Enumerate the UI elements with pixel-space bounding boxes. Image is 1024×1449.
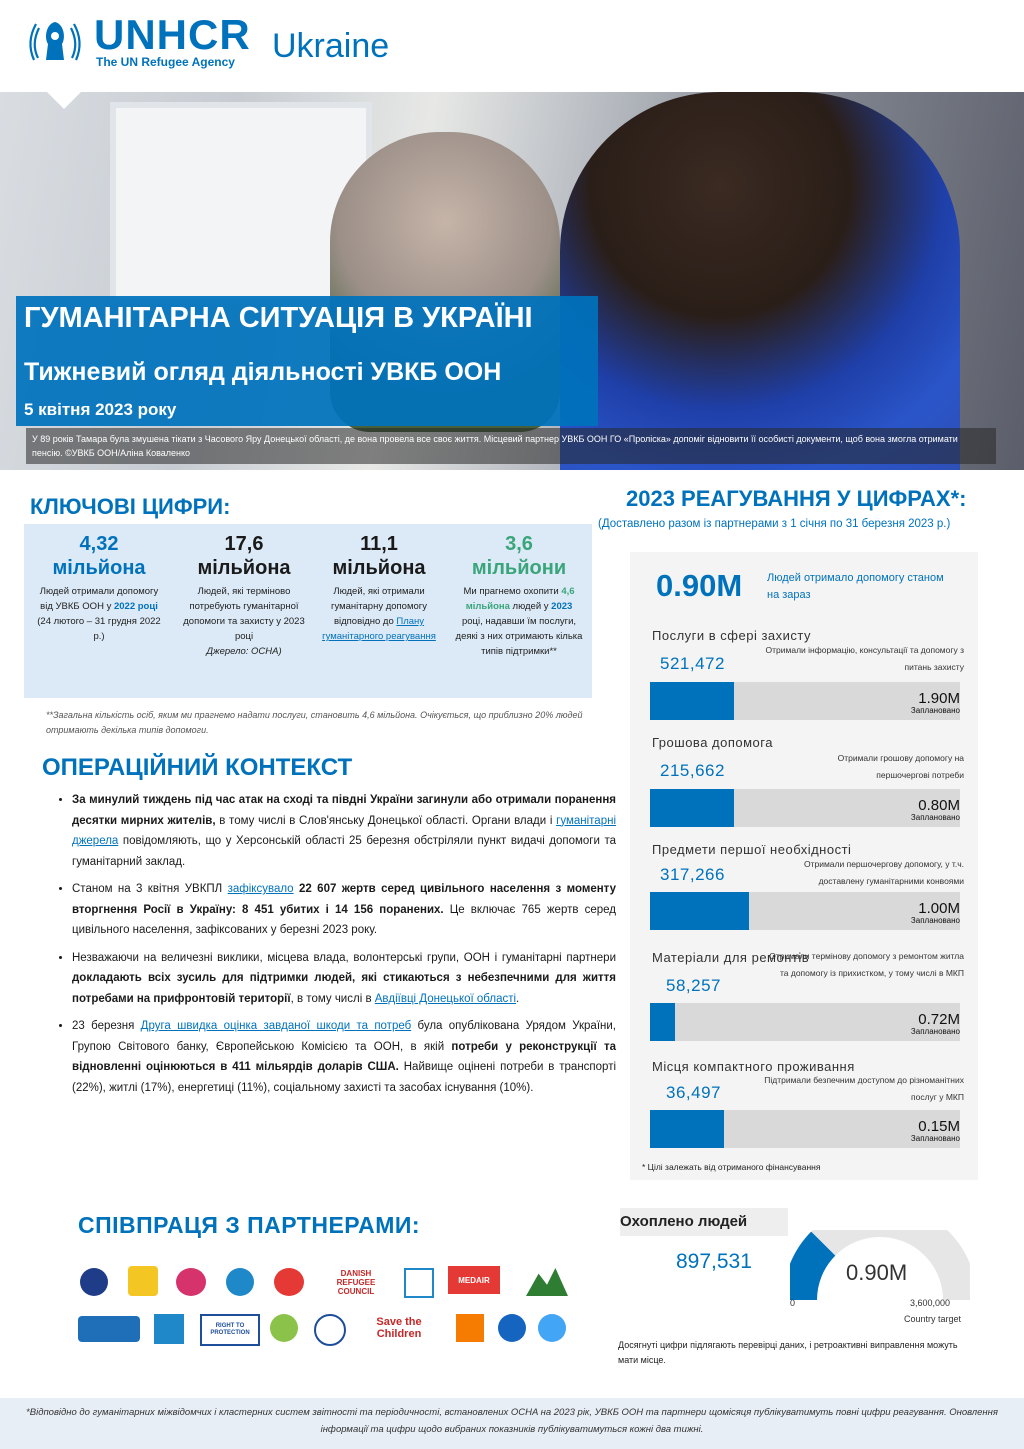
category-planned-label: Заплановано (910, 916, 960, 925)
partner-logo-7 (526, 1268, 568, 1296)
list-item: • 23 березня Друга швидка оцінка завданої шкоди та потреб була опублікована Урядом України, Групою Світового банку, Європейською Комісією та ООН, в якій потреби у реконструкції та відновленні оцінюються в 411 мільярдів доларів США. Найвище оцінені потреби в транспорті (22%), житлі (17%), енергетиці (11%), соціальному захисті та засобах існування (10%). (72, 1016, 616, 1098)
category-planned-label: Заплановано (910, 1027, 960, 1036)
category-target: 0.15M (918, 1118, 960, 1135)
category-desc: Отримали першочергову допомогу, у т.ч. доставлену гуманітарними конвоями (803, 859, 964, 886)
key-figure-unit: мільйона (52, 557, 146, 579)
partner-logo-10 (270, 1314, 298, 1342)
category-desc: Отримали грошову допомогу на першочергові потреби (837, 753, 964, 780)
context-list (38, 790, 616, 1105)
category-bar (650, 789, 960, 827)
org-name: UNHCR (94, 11, 251, 58)
page-title: ГУМАНІТАРНА СИТУАЦІЯ В УКРАЇНІ (24, 302, 533, 334)
category-planned-label: Заплановано (910, 1134, 960, 1143)
key-figure-4 (454, 532, 584, 659)
gauge-max: 3,600,000 (910, 1298, 951, 1308)
photo-aid-worker (560, 92, 960, 470)
reach-note: Досягнуті цифри підлягають перевірці даних, і ретроактивні виправлення можуть мати місце. (618, 1340, 958, 1365)
key-figure-desc: Людей, які терміново потребують гуманітарної допомоги та захисту у 2023 році Джерело: OCHA) (183, 586, 305, 657)
category-target: 0.80M (918, 797, 960, 814)
key-figures-footnote: **Загальна кількість осіб, яким ми прагнемо надати послуги, становить 4,6 мільйона. Очікується, що приблизно 20% людей отримають декілька типів допомоги. (46, 710, 583, 735)
key-figure-value: 17,6 (224, 533, 264, 555)
org-tagline: The UN Refugee Agency (96, 55, 235, 69)
key-figure-desc: Людей, які отримали гуманітарну допомогу відповідно до Плану гуманітарного реагування (322, 586, 436, 642)
partner-logo-14 (538, 1314, 566, 1342)
humanitarian-sources-link[interactable]: гуманітарні джерела (72, 814, 616, 847)
page-subtitle: Тижневий огляд діяльності УВКБ ООН (24, 358, 502, 386)
key-figures-panel (24, 524, 592, 698)
category-title: Місця компактного проживання (652, 1059, 855, 1074)
key-figure-desc: Людей отримали допомогу від УВКБ ООН у 2022 році (24 лютого – 31 грудня 2022 р.) (37, 586, 161, 642)
response-title: 2023 РЕАГУВАННЯ У ЦИФРАХ*: (626, 486, 967, 511)
partner-logo-8 (78, 1316, 140, 1342)
partner-logo-13 (498, 1314, 526, 1342)
category-planned-label: Заплановано (910, 706, 960, 715)
partner-logo-6 (404, 1268, 434, 1298)
partner-logo-11 (314, 1314, 346, 1346)
category-target: 1.00M (918, 900, 960, 917)
category-value: 521,472 (660, 654, 725, 673)
partner-logo-drc: DANISH REFUGEE COUNCIL (336, 1268, 376, 1296)
key-figures-title: КЛЮЧОВІ ЦИФРИ: (30, 494, 231, 519)
category-title: Матеріали для ремонтів (652, 950, 810, 965)
category-desc: Підтримали безпечним доступом до різноманітних послуг у МКП (764, 1075, 964, 1102)
partner-logo-4 (226, 1268, 254, 1296)
avdiivka-link[interactable]: Авдіївці Донецької області (374, 992, 517, 1005)
category-bar-fill (650, 1003, 675, 1041)
category-value: 215,662 (660, 761, 725, 780)
category-planned-label: Заплановано (910, 813, 960, 822)
category-desc: Отримали термінову допомогу з ремонтом житла та допомогу із прихистком, у тому числі в МКП (769, 951, 964, 978)
reach-title: Охоплено людей (620, 1208, 788, 1236)
hero-notch (46, 92, 82, 109)
key-figure-unit: мільйона (197, 557, 291, 579)
list-item: • За минулий тиждень під час атак на сході та півдні України загинули або отримали поранення десятки мирних жителів, в тому числі в Слов'янську Донецької області. Органи влади і гуманітарні джерела повідомляють, що у Херсонській області 25 березня обстріляли пункт видачі допомоги та гуманітарний заклад. (72, 790, 616, 872)
category-target: 1.90M (918, 690, 960, 707)
gauge-fill (800, 1244, 823, 1300)
key-figure-3 (314, 532, 444, 644)
partner-logo-5 (274, 1268, 304, 1296)
reach-value: 897,531 (676, 1250, 752, 1273)
key-figure-value: 11,1 (360, 533, 398, 555)
category-target: 0.72M (918, 1011, 960, 1028)
total-reached-value: 0.90M (656, 568, 743, 603)
category-value: 36,497 (666, 1083, 721, 1102)
photo-caption: У 89 років Тамара була змушена тікати з Часового Яру Донецької області, де вона провела все своє життя. Місцевий партнер УВКБ ООН ГО «Проліска» допоміг відновити її особисті документи, щоб вона змогла отримати пенсію. ©УВКБ ООН/Аліна Коваленко (26, 428, 996, 464)
category-bar (650, 682, 960, 720)
key-figure-2 (179, 532, 309, 659)
partners-title: СПІВПРАЦЯ З ПАРТНЕРАМИ: (78, 1212, 421, 1238)
category-title: Предмети першої необхідності (652, 842, 852, 857)
category-bar (650, 1110, 960, 1148)
category-bar (650, 1003, 960, 1041)
key-figure-unit: мільйона (332, 557, 426, 579)
category-bar-fill (650, 682, 734, 720)
category-value: 317,266 (660, 865, 725, 884)
partner-logo-r2p: RIGHT TO PROTECTION (200, 1314, 260, 1346)
category-title: Грошова допомога (652, 735, 773, 750)
ohchr-recorded-link[interactable]: зафіксувало (227, 883, 294, 895)
key-figure-value: 4,32 (79, 533, 119, 555)
rdna-report-link[interactable]: Друга швидка оцінка завданої шкоди та потреб (140, 1020, 412, 1032)
targets-footnote: * Цілі залежать від отриманого фінансування (642, 1162, 821, 1172)
footer-note: *Відповідно до гуманітарних міжвідомчих і кластерних систем звітності та періодичності, встановлених OCHA на 2023 рік, УВКБ ООН та партнери щомісяця публікуватимуть повні цифри реагування. Оновлення інформації та цифри щодо вибраних показників публікуватимуться кожні два тижні. (0, 1398, 1024, 1449)
gauge-value: 0.90M (846, 1260, 908, 1285)
category-bar-fill (650, 789, 734, 827)
unhcr-logo-emblem (24, 14, 86, 70)
partner-logo-9 (154, 1314, 184, 1344)
partner-logo-2 (128, 1266, 158, 1296)
category-desc: Отримали інформацію, консультації та допомогу з питань захисту (765, 645, 964, 672)
partner-logo-3 (176, 1268, 206, 1296)
partner-logo-1 (80, 1268, 108, 1296)
list-item: • Станом на 3 квітня УВКПЛ зафіксувало 22 607 жертв серед цивільного населення з моменту вторгнення Росії в Україну: 8 451 убитих і 14 156 поранених. Це включає 765 жертв серед цивільного населення, зафіксованих у березні 2023 року. (72, 879, 616, 941)
partner-logo-save-the-children: Save the Children (376, 1316, 422, 1340)
key-figure-unit: мільйони (471, 557, 567, 579)
key-figure-1 (34, 532, 164, 644)
list-item: • Незважаючи на величезні виклики, місцева влада, волонтерські групи, ООН і гуманітарні партнери докладають всіх зусиль для підтримки людей, які стикаються з небезпечними для життя потребами на прифронтовій території, в тому числі в Авдіївці Донецької області. (72, 948, 616, 1010)
partner-logo-12 (456, 1314, 484, 1342)
category-title: Послуги в сфері захисту (652, 628, 812, 643)
category-value: 58,257 (666, 976, 721, 995)
country-label: Ukraine (272, 27, 390, 65)
gauge-max-label: Country target (904, 1314, 962, 1324)
category-bar (650, 892, 960, 930)
total-reached-label: Людей отримало допомогу станом на зараз (767, 572, 944, 601)
key-figure-value: 3,6 (505, 533, 533, 555)
key-figure-desc: Ми прагнемо охопити 4,6 мільйона людей у 2023 році, надавши їм послуги, деякі з них отримають кілька типів підтримки** (455, 586, 583, 657)
category-bar-fill (650, 892, 749, 930)
response-subtitle: (Доставлено разом із партнерами з 1 січня по 31 березня 2023 р.) (598, 518, 951, 530)
report-date: 5 квітня 2023 року (24, 400, 177, 419)
response-plan-link[interactable]: Плану гуманітарного реагування (322, 616, 436, 642)
context-title: ОПЕРАЦІЙНИЙ КОНТЕКСТ (42, 754, 353, 781)
gauge-min: 0 (790, 1298, 796, 1308)
category-bar-fill (650, 1110, 724, 1148)
partner-logo-medair: MEDAIR (448, 1266, 500, 1294)
